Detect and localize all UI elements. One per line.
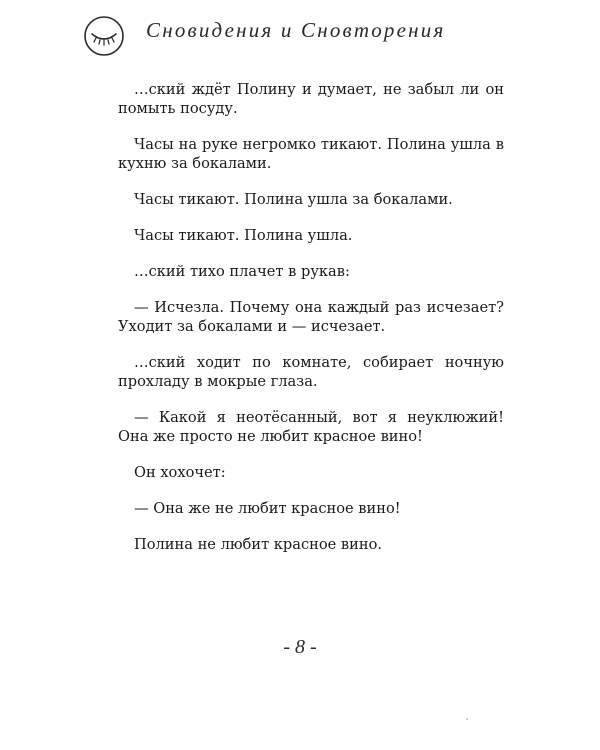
paragraph: …ский ждёт Полину и думает, не забыл ли он помыть посуду. [118,81,504,117]
body-text [118,80,504,571]
paragraph: — Исчезла. Почему она каждый раз исчезает? Уходит за бокалами и — исчезает. [118,299,504,335]
closed-eye-icon [82,14,126,58]
paragraph: Часы на руке негромко тикают. Полина ушла в кухню за бокалами. [118,136,504,172]
running-header-title: Сновидения и Сновторения [146,18,446,42]
page-number: - 8 - [283,636,317,658]
paragraph: — Она же не любит красное вино! [134,500,401,517]
paragraph: …ский ходит по комнате, собирает ночную прохладу в мокрые глаза. [118,354,504,390]
paragraph: Полина не любит красное вино. [134,536,383,553]
paragraph: Часы тикают. Полина ушла за бокалами. [134,191,453,208]
paragraph: — Какой я неотёсанный, вот я неуклюжий! Она же просто не любит красное вино! [118,409,504,445]
scan-speck [466,718,468,720]
paragraph: …ский тихо плачет в рукав: [134,263,350,280]
paragraph: Он хохочет: [134,464,226,481]
paragraph: Часы тикают. Полина ушла. [134,227,353,244]
